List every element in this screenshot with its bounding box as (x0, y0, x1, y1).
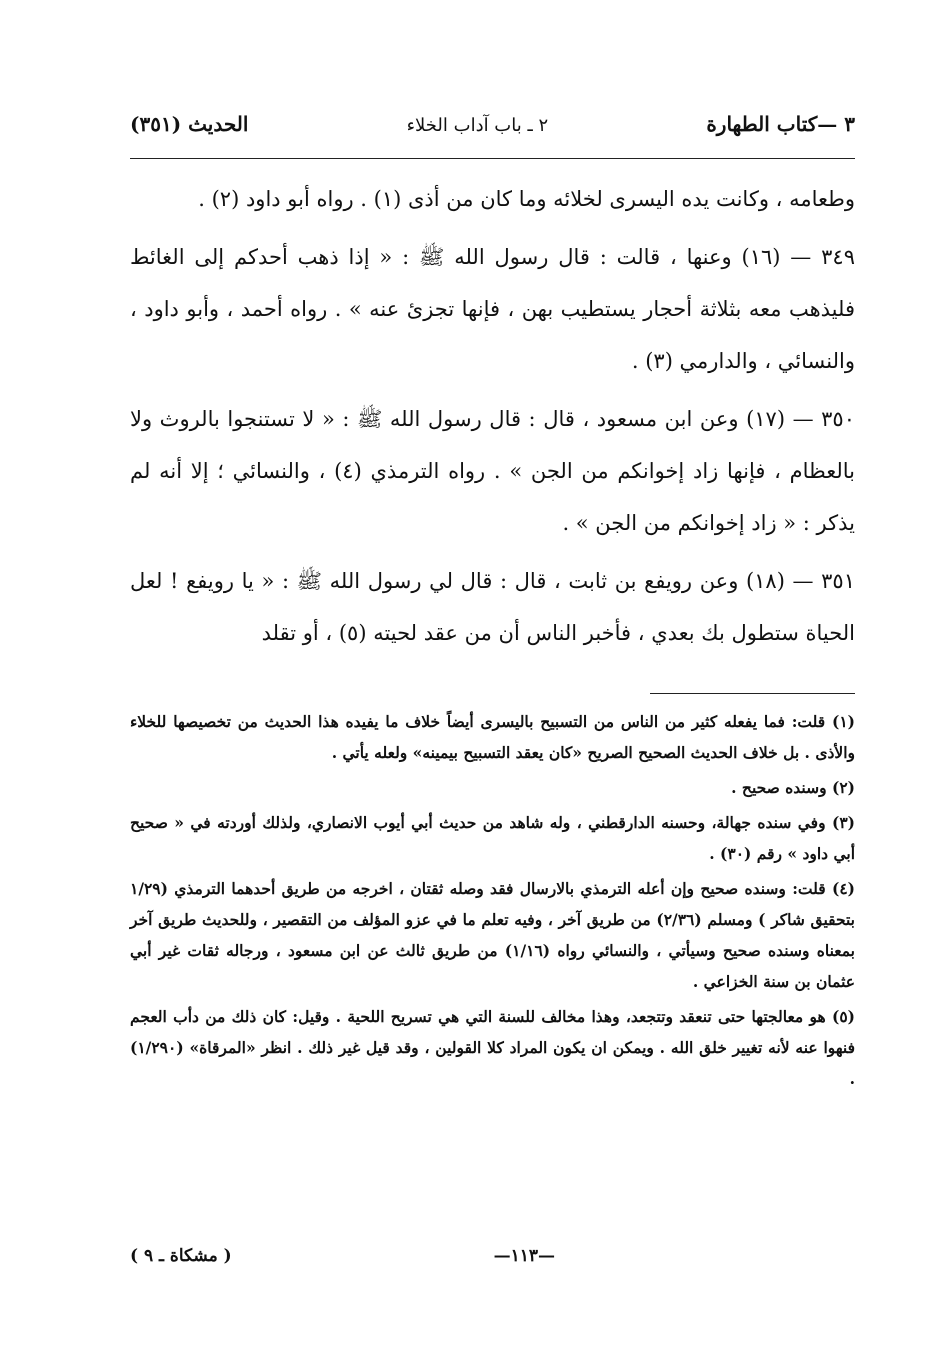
signature-mark: ( مشكاة ـ ٩ ) (130, 1246, 232, 1266)
footnote: (٤) قلت: وسنده صحيح وإن أعله الترمذي بالارسال فقد وصله ثقتان ، اخرجه من طريق أحدهما الترمذي (١/٢٩ بتحقيق شاكر ) ومسلم (٢/٣٦) من طريق آخر ، وفيه تعلم ما في عزو المؤلف من التقصير ، وللحديث طريق آخر بمعناه وسنده صحيح وسيأتي ، والنسائي رواه (١/١٦) من طريق ثالث عن ابن مسعود ، ورجاله ثقات غير أبي عثمان بن سنة الخزاعي . (130, 879, 855, 991)
footnote: (٥) هو معالجتها حتى تنعقد وتتجعد، وهذا مخالف للسنة التي هي تسريح اللحية . وقيل: كان ذلك من دأب العجم فنهوا عنه لأنه تغيير خلق الله . ويمكن ان يكون المراد كلا القولين ، وقد قيل غير ذلك . انظر «المرقاة» (١/٢٩٠) . (130, 1007, 855, 1088)
running-header (130, 112, 855, 159)
header-book-title: ٣ —كتاب الطهارة (706, 112, 855, 136)
header-hadith-range: الحديث (٣٥١) (130, 112, 249, 136)
footnotes (130, 706, 855, 1094)
paragraph: ٣٥١ — (١٨) وعن رويفع بن ثابت ، قال : قال لي رسول الله ﷺ : « يا رويفع ! لعل الحياة ستطول بك بعدي ، فأخبر الناس أن من عقد لحيته (٥) ، أو تقلد (130, 569, 855, 645)
page-number: —١١٣— (493, 1246, 555, 1266)
footnote: (٣) وفي سنده جهالة، وحسنه الدارقطني ، وله شاهد من حديث أبي أيوب الانصاري، ولذلك أوردته في « صحيح أبي داود » رقم (٣٠) . (130, 813, 855, 863)
page-content (130, 112, 855, 1098)
footnote: (١) قلت: فما يفعله كثير من الناس من التسبيح باليسرى أيضاً خلاف ما يفيده هذا الحديث من تخصيصها للخلاء والأذى . بل خلاف الحديث الصحيح الصريح «كان يعقد التسبيح بيمينه» ولعله يأتي . (130, 712, 855, 762)
paragraph: ٣٤٩ — (١٦) وعنها ، قالت : قال رسول الله ﷺ : « إذا ذهب أحدكم إلى الغائط فليذهب معه بثلاثة أحجار يستطيب بهن ، فإنها تجزئ عنه » . رواه أحمد ، وأبو داود ، والنسائي ، والدارمي (٣) . (130, 245, 855, 373)
footnote: (٢) وسنده صحيح . (731, 778, 855, 797)
main-text (130, 173, 855, 659)
paragraph: ٣٥٠ — (١٧) وعن ابن مسعود ، قال : قال رسول الله ﷺ : « لا تستنجوا بالروث ولا بالعظام ، فإنها زاد إخوانكم من الجن » . رواه الترمذي (٤) ، والنسائي ؛ إلا أنه لم يذكر : « زاد إخوانكم من الجن » . (130, 407, 856, 535)
footnote-divider (650, 693, 855, 694)
header-chapter-title: ٢ ـ باب آداب الخلاء (406, 115, 549, 136)
page-footer (130, 1246, 855, 1266)
paragraph: وطعامه ، وكانت يده اليسرى لخلائه وما كان من أذى (١) . رواه أبو داود (٢) . (198, 187, 855, 211)
